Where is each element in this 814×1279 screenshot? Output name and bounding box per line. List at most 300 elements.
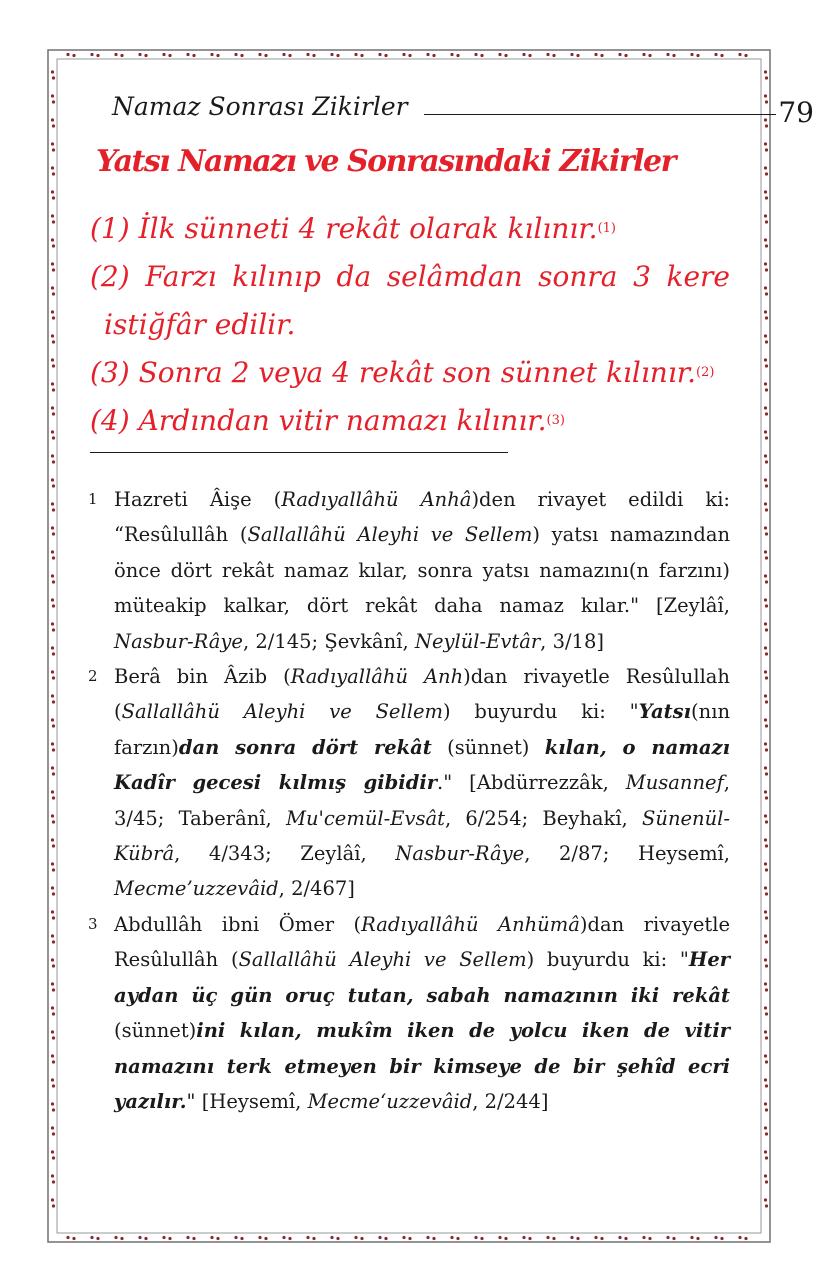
border-ornament bbox=[450, 53, 453, 56]
border-ornament bbox=[378, 53, 381, 56]
border-ornament bbox=[114, 53, 117, 56]
border-ornament bbox=[456, 54, 459, 57]
footnote-run: (sünnet) bbox=[114, 1019, 197, 1043]
border-ornament bbox=[765, 652, 768, 655]
border-ornament bbox=[765, 292, 768, 295]
border-ornament bbox=[96, 1237, 99, 1240]
border-ornament bbox=[426, 53, 429, 56]
footnote-run: Neylül-Evtâr bbox=[414, 629, 541, 653]
border-ornament bbox=[765, 388, 768, 391]
chapter-title: Yatsı Namazı ve Sonrasındaki Zikirler bbox=[96, 144, 675, 179]
border-ornament bbox=[72, 54, 75, 57]
border-ornament bbox=[51, 550, 54, 553]
border-ornament bbox=[672, 54, 675, 57]
border-ornament bbox=[624, 1237, 627, 1240]
step-2-continuation bbox=[90, 301, 730, 349]
border-ornament bbox=[765, 220, 768, 223]
step-2-text-line2: istiğfâr edilir. bbox=[104, 308, 296, 341]
border-ornament bbox=[764, 1006, 767, 1009]
border-ornament bbox=[600, 1237, 603, 1240]
border-ornament bbox=[52, 196, 55, 199]
border-ornament bbox=[330, 53, 333, 56]
border-ornament bbox=[240, 54, 243, 57]
footnote-2 bbox=[88, 659, 730, 907]
border-ornament bbox=[192, 54, 195, 57]
border-ornament bbox=[354, 53, 357, 56]
border-ornament bbox=[765, 1108, 768, 1111]
footnote-run: , 3/45; Taberânî, bbox=[114, 771, 730, 830]
border-ornament bbox=[90, 53, 93, 56]
footnote-run: Mecme‘uzzevâid bbox=[307, 1089, 473, 1113]
border-ornament bbox=[51, 382, 54, 385]
border-ornament bbox=[52, 412, 55, 415]
border-ornament bbox=[52, 244, 55, 247]
border-ornament bbox=[528, 54, 531, 57]
footnote-run: , 4/343; Zeylâî, bbox=[174, 842, 396, 866]
border-ornament bbox=[52, 916, 55, 919]
border-ornament bbox=[480, 1237, 483, 1240]
border-ornament bbox=[90, 1236, 93, 1239]
footnote-run: , 2/87; Heysemî, bbox=[524, 842, 730, 866]
border-ornament bbox=[765, 940, 768, 943]
border-ornament bbox=[764, 430, 767, 433]
border-ornament bbox=[360, 54, 363, 57]
border-ornament bbox=[764, 1102, 767, 1105]
border-ornament bbox=[51, 70, 54, 73]
border-ornament bbox=[402, 1236, 405, 1239]
border-ornament bbox=[360, 1237, 363, 1240]
border-ornament bbox=[764, 838, 767, 841]
border-ornament bbox=[51, 574, 54, 577]
border-ornament bbox=[765, 964, 768, 967]
border-ornament bbox=[764, 286, 767, 289]
border-ornament bbox=[764, 1030, 767, 1033]
footnotes bbox=[88, 482, 730, 1119]
border-ornament bbox=[765, 412, 768, 415]
footnote-run: ) buyurdu ki: " bbox=[442, 700, 639, 724]
border-ornament bbox=[765, 268, 768, 271]
border-ornament bbox=[186, 1236, 189, 1239]
border-ornament bbox=[764, 1150, 767, 1153]
border-ornament bbox=[528, 1237, 531, 1240]
border-ornament bbox=[498, 53, 501, 56]
border-ornament bbox=[765, 628, 768, 631]
border-ornament bbox=[764, 1126, 767, 1129]
footnote-run: , 6/254; Beyhakî, bbox=[444, 806, 643, 830]
footnote-run: Mu'cemül-Evsât bbox=[285, 806, 445, 830]
footnote-run: Radıyallâhü Anhâ bbox=[281, 488, 472, 511]
border-ornament bbox=[138, 53, 141, 56]
footnote-run: Yatsı bbox=[638, 700, 692, 724]
border-ornament bbox=[51, 862, 54, 865]
border-ornament bbox=[51, 598, 54, 601]
border-ornament bbox=[764, 862, 767, 865]
border-ornament bbox=[765, 532, 768, 535]
border-ornament bbox=[52, 172, 55, 175]
border-ornament bbox=[522, 53, 525, 56]
footnote-number: 1 bbox=[88, 490, 98, 508]
border-ornament bbox=[51, 982, 54, 985]
border-ornament bbox=[765, 700, 768, 703]
border-ornament bbox=[52, 556, 55, 559]
border-ornament bbox=[696, 1237, 699, 1240]
border-ornament bbox=[765, 1060, 768, 1063]
border-ornament bbox=[306, 53, 309, 56]
border-ornament bbox=[765, 76, 768, 79]
border-ornament bbox=[624, 54, 627, 57]
border-ornament bbox=[764, 310, 767, 313]
footnote-run: , 2/244] bbox=[472, 1089, 549, 1113]
border-ornament bbox=[765, 484, 768, 487]
border-ornament bbox=[52, 1204, 55, 1207]
border-ornament bbox=[51, 502, 54, 505]
border-ornament bbox=[764, 358, 767, 361]
border-ornament bbox=[336, 54, 339, 57]
border-ornament bbox=[288, 1237, 291, 1240]
footnote-run: Nasbur-Râye bbox=[114, 629, 243, 653]
border-ornament bbox=[765, 172, 768, 175]
border-ornament bbox=[51, 1150, 54, 1153]
border-ornament bbox=[690, 1236, 693, 1239]
border-ornament bbox=[738, 53, 741, 56]
border-ornament bbox=[552, 1237, 555, 1240]
border-ornament bbox=[672, 1237, 675, 1240]
border-ornament bbox=[51, 262, 54, 265]
footnote-separator bbox=[90, 452, 508, 453]
border-ornament bbox=[552, 54, 555, 57]
border-ornament bbox=[51, 118, 54, 121]
border-ornament bbox=[52, 940, 55, 943]
footnote-run: Hazreti Âişe ( bbox=[114, 488, 282, 511]
border-ornament bbox=[594, 53, 597, 56]
border-ornament bbox=[336, 1237, 339, 1240]
footnote-run: Her aydan üç gün oruç tutan, sabah namazının iki rekât bbox=[114, 948, 731, 1007]
footnote-run: Mecme’uzzevâid bbox=[114, 877, 279, 901]
border-ornament bbox=[51, 1126, 54, 1129]
border-ornament bbox=[51, 646, 54, 649]
border-ornament bbox=[765, 724, 768, 727]
border-ornament bbox=[51, 454, 54, 457]
border-ornament bbox=[114, 1236, 117, 1239]
border-ornament bbox=[52, 268, 55, 271]
footnote-run: ) buyurdu ki: " bbox=[526, 948, 689, 972]
border-ornament bbox=[51, 334, 54, 337]
footnote-run: kılan, o namazı Kadîr gecesi kılmış gibidir bbox=[114, 735, 730, 795]
footnote-number: 2 bbox=[88, 667, 98, 686]
border-ornament bbox=[52, 676, 55, 679]
border-ornament bbox=[51, 214, 54, 217]
border-ornament bbox=[282, 53, 285, 56]
border-ornament bbox=[52, 340, 55, 343]
border-ornament bbox=[51, 766, 54, 769]
border-ornament bbox=[764, 958, 767, 961]
border-ornament bbox=[764, 1174, 767, 1177]
border-ornament bbox=[52, 1132, 55, 1135]
footnote-run: (nın farzın) bbox=[114, 700, 731, 759]
border-ornament bbox=[51, 526, 54, 529]
border-ornament bbox=[576, 54, 579, 57]
border-ornament bbox=[51, 958, 54, 961]
border-ornament bbox=[764, 262, 767, 265]
border-ornament bbox=[52, 316, 55, 319]
border-ornament bbox=[642, 1236, 645, 1239]
border-ornament bbox=[51, 934, 54, 937]
border-ornament bbox=[240, 1237, 243, 1240]
border-ornament bbox=[138, 1236, 141, 1239]
border-ornament bbox=[498, 1236, 501, 1239]
border-ornament bbox=[764, 694, 767, 697]
border-ornament bbox=[52, 124, 55, 127]
border-ornament bbox=[432, 1237, 435, 1240]
footnote-ref-2[interactable]: (2) bbox=[696, 365, 715, 380]
border-ornament bbox=[52, 988, 55, 991]
border-ornament bbox=[52, 700, 55, 703]
border-ornament bbox=[312, 1237, 315, 1240]
border-ornament bbox=[765, 364, 768, 367]
border-ornament bbox=[764, 478, 767, 481]
border-ornament bbox=[764, 334, 767, 337]
border-ornament bbox=[52, 388, 55, 391]
border-ornament bbox=[504, 54, 507, 57]
footnote-text bbox=[114, 665, 730, 900]
border-ornament bbox=[354, 1236, 357, 1239]
border-ornament bbox=[52, 1180, 55, 1183]
border-ornament bbox=[764, 502, 767, 505]
border-ornament bbox=[765, 988, 768, 991]
footnote-run: " [Heysemî, bbox=[186, 1089, 308, 1113]
border-ornament bbox=[51, 622, 54, 625]
border-ornament bbox=[51, 670, 54, 673]
footnote-run: Sallallâhü Aleyhi ve Sellem bbox=[247, 523, 533, 547]
running-title: Namaz Sonrası Zikirler bbox=[112, 92, 408, 121]
footnote-run: Musannef bbox=[625, 771, 724, 795]
border-ornament bbox=[666, 53, 669, 56]
footnote-text bbox=[114, 488, 730, 653]
border-ornament bbox=[764, 1078, 767, 1081]
border-ornament bbox=[765, 868, 768, 871]
border-ornament bbox=[51, 1102, 54, 1105]
border-ornament bbox=[546, 1236, 549, 1239]
border-ornament bbox=[312, 54, 315, 57]
border-ornament bbox=[51, 886, 54, 889]
border-ornament bbox=[765, 148, 768, 151]
border-ornament bbox=[600, 54, 603, 57]
footnote-run: Radıyallâhü Anh bbox=[290, 665, 464, 689]
border-ornament bbox=[384, 54, 387, 57]
border-ornament bbox=[51, 430, 54, 433]
border-ornament bbox=[51, 1198, 54, 1201]
step-2 bbox=[90, 253, 730, 301]
border-ornament bbox=[52, 1012, 55, 1015]
step-2-text-line1: (2) Farzı kılınıp da selâmdan sonra 3 kere bbox=[90, 260, 730, 293]
border-ornament bbox=[52, 1036, 55, 1039]
border-ornament bbox=[648, 54, 651, 57]
border-ornament bbox=[264, 54, 267, 57]
border-ornament bbox=[764, 190, 767, 193]
border-ornament bbox=[52, 628, 55, 631]
border-ornament bbox=[51, 790, 54, 793]
border-ornament bbox=[765, 1180, 768, 1183]
border-ornament bbox=[51, 142, 54, 145]
border-ornament bbox=[258, 1236, 261, 1239]
border-ornament bbox=[52, 76, 55, 79]
border-ornament bbox=[696, 54, 699, 57]
border-ornament bbox=[186, 53, 189, 56]
border-ornament bbox=[258, 53, 261, 56]
border-ornament bbox=[432, 54, 435, 57]
footnote-text bbox=[114, 913, 730, 1113]
border-ornament bbox=[765, 1156, 768, 1159]
border-ornament bbox=[720, 54, 723, 57]
border-ornament bbox=[51, 814, 54, 817]
border-ornament bbox=[51, 742, 54, 745]
border-ornament bbox=[52, 892, 55, 895]
border-ornament bbox=[764, 718, 767, 721]
border-ornament bbox=[52, 964, 55, 967]
border-ornament bbox=[51, 166, 54, 169]
border-ornament bbox=[764, 574, 767, 577]
footnote-run: ) yatsı namazından önce dört rekât namaz kılar, sonra yatsı namazını(n farzını) müteakip kalkar, dört rekât daha namaz kılar." [Zeylâî, bbox=[114, 523, 730, 618]
border-ornament bbox=[52, 148, 55, 151]
border-ornament bbox=[764, 982, 767, 985]
border-ornament bbox=[765, 1036, 768, 1039]
border-ornament bbox=[764, 214, 767, 217]
border-ornament bbox=[66, 1236, 69, 1239]
footnote-run: Sallallâhü Aleyhi ve Sellem bbox=[121, 700, 443, 724]
border-ornament bbox=[426, 1236, 429, 1239]
border-ornament bbox=[378, 1236, 381, 1239]
border-ornament bbox=[384, 1237, 387, 1240]
border-ornament bbox=[765, 1012, 768, 1015]
border-ornament bbox=[144, 54, 147, 57]
border-ornament bbox=[52, 484, 55, 487]
border-ornament bbox=[618, 53, 621, 56]
border-ornament bbox=[764, 886, 767, 889]
border-ornament bbox=[764, 142, 767, 145]
footnote-run: dan sonra dört rekât bbox=[178, 735, 432, 759]
border-ornament bbox=[576, 1237, 579, 1240]
footnote-run: )dan rivayetle Resûlullah ( bbox=[114, 665, 730, 724]
border-ornament bbox=[765, 508, 768, 511]
border-ornament bbox=[120, 54, 123, 57]
border-ornament bbox=[210, 53, 213, 56]
border-ornament bbox=[52, 724, 55, 727]
border-ornament bbox=[52, 436, 55, 439]
border-ornament bbox=[765, 316, 768, 319]
border-ornament bbox=[765, 244, 768, 247]
border-ornament bbox=[52, 772, 55, 775]
steps-list bbox=[90, 205, 730, 445]
footnote-3 bbox=[88, 907, 730, 1119]
border-ornament bbox=[51, 94, 54, 97]
border-ornament bbox=[402, 53, 405, 56]
border-ornament bbox=[764, 622, 767, 625]
border-ornament bbox=[690, 53, 693, 56]
border-ornament bbox=[764, 382, 767, 385]
border-ornament bbox=[162, 53, 165, 56]
border-ornament bbox=[52, 748, 55, 751]
border-ornament bbox=[765, 892, 768, 895]
border-ornament bbox=[764, 670, 767, 673]
footnote-run: Sünenül-Kübrâ bbox=[114, 806, 730, 866]
border-ornament bbox=[51, 1030, 54, 1033]
footnote-run: )den rivayet edildi ki: “Resûlullâh ( bbox=[114, 488, 731, 547]
footnote-ref-1[interactable]: (1) bbox=[597, 221, 616, 236]
border-ornament bbox=[51, 1006, 54, 1009]
border-ornament bbox=[744, 54, 747, 57]
border-ornament bbox=[765, 772, 768, 775]
border-ornament bbox=[306, 1236, 309, 1239]
border-ornament bbox=[51, 1078, 54, 1081]
border-ornament bbox=[52, 580, 55, 583]
border-ornament bbox=[765, 580, 768, 583]
page-number: 79 bbox=[778, 96, 814, 129]
border-ornament bbox=[52, 796, 55, 799]
border-ornament bbox=[765, 460, 768, 463]
border-ornament bbox=[52, 532, 55, 535]
border-ornament bbox=[408, 54, 411, 57]
step-1 bbox=[90, 205, 730, 253]
border-ornament bbox=[51, 694, 54, 697]
footnote-run: ini kılan, mukîm iken de yolcu iken de vitir namazını terk etmeyen bir kimseye de bir şehîd ecri yazılır. bbox=[114, 1019, 730, 1113]
border-ornament bbox=[765, 916, 768, 919]
footnote-run: )dan rivayetle Resûlullâh ( bbox=[114, 912, 730, 972]
border-ornament bbox=[51, 1174, 54, 1177]
footnote-run: Nasbur-Râye bbox=[395, 842, 525, 866]
step-4 bbox=[90, 397, 730, 445]
border-ornament bbox=[52, 868, 55, 871]
border-ornament bbox=[52, 604, 55, 607]
border-ornament bbox=[765, 676, 768, 679]
border-ornament bbox=[765, 820, 768, 823]
border-ornament bbox=[51, 1054, 54, 1057]
footnote-ref-3[interactable]: (3) bbox=[546, 413, 565, 428]
border-ornament bbox=[51, 718, 54, 721]
border-ornament bbox=[144, 1237, 147, 1240]
border-ornament bbox=[764, 526, 767, 529]
border-ornament bbox=[764, 70, 767, 73]
step-1-text: (1) İlk sünneti 4 rekât olarak kılınır. bbox=[90, 212, 598, 245]
step-3 bbox=[90, 349, 730, 397]
border-ornament bbox=[52, 460, 55, 463]
border-ornament bbox=[52, 1156, 55, 1159]
footnote-1 bbox=[88, 482, 730, 659]
border-ornament bbox=[764, 166, 767, 169]
border-ornament bbox=[744, 1237, 747, 1240]
border-ornament bbox=[764, 1198, 767, 1201]
border-ornament bbox=[738, 1236, 741, 1239]
border-ornament bbox=[474, 53, 477, 56]
border-ornament bbox=[52, 100, 55, 103]
border-ornament bbox=[480, 54, 483, 57]
footnote-run: Abdullâh ibni Ömer ( bbox=[114, 912, 362, 936]
border-ornament bbox=[51, 190, 54, 193]
border-ornament bbox=[52, 508, 55, 511]
border-ornament bbox=[764, 646, 767, 649]
border-ornament bbox=[765, 1204, 768, 1207]
border-ornament bbox=[642, 53, 645, 56]
border-ornament bbox=[764, 598, 767, 601]
border-ornament bbox=[764, 934, 767, 937]
border-ornament bbox=[764, 454, 767, 457]
border-ornament bbox=[765, 1132, 768, 1135]
border-ornament bbox=[522, 1236, 525, 1239]
border-ornament bbox=[52, 292, 55, 295]
border-ornament bbox=[456, 1237, 459, 1240]
border-ornament bbox=[765, 436, 768, 439]
border-ornament bbox=[594, 1236, 597, 1239]
border-ornament bbox=[714, 1236, 717, 1239]
